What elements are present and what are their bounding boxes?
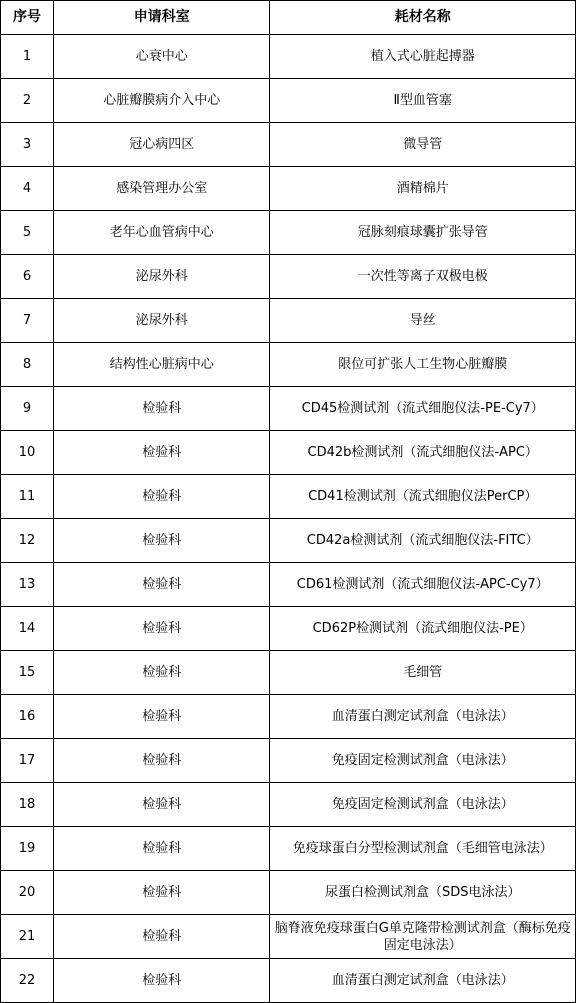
- cell-department: 结构性心脏病中心: [54, 343, 270, 387]
- cell-department: 老年心血管病中心: [54, 211, 270, 255]
- table-row: [1, 871, 576, 915]
- header-item-name: 耗材名称: [270, 1, 576, 35]
- cell-item-name: 免疫固定检测试剂盒（电泳法）: [270, 739, 576, 783]
- cell-item-name: 限位可扩张人工生物心脏瓣膜: [270, 343, 576, 387]
- table-row: [1, 343, 576, 387]
- cell-item-name: 微导管: [270, 123, 576, 167]
- cell-department: 检验科: [54, 871, 270, 915]
- table-row: [1, 79, 576, 123]
- cell-department: 冠心病四区: [54, 123, 270, 167]
- cell-department: 心脏瓣膜病介入中心: [54, 79, 270, 123]
- cell-index: 20: [1, 871, 54, 915]
- cell-index: 19: [1, 827, 54, 871]
- cell-index: 21: [1, 915, 54, 959]
- cell-index: 8: [1, 343, 54, 387]
- table-row: [1, 739, 576, 783]
- cell-item-name: 血清蛋白测定试剂盒（电泳法）: [270, 959, 576, 1003]
- cell-index: 15: [1, 651, 54, 695]
- table-row: [1, 475, 576, 519]
- cell-department: 检验科: [54, 475, 270, 519]
- cell-index: 3: [1, 123, 54, 167]
- table-row: [1, 255, 576, 299]
- cell-index: 16: [1, 695, 54, 739]
- cell-index: 22: [1, 959, 54, 1003]
- cell-index: 17: [1, 739, 54, 783]
- cell-item-name: 尿蛋白检测试剂盒（SDS电泳法）: [270, 871, 576, 915]
- table-row: [1, 959, 576, 1003]
- cell-index: 10: [1, 431, 54, 475]
- cell-item-name: 血清蛋白测定试剂盒（电泳法）: [270, 695, 576, 739]
- cell-index: 5: [1, 211, 54, 255]
- cell-item-name: 脑脊液免疫球蛋白G单克隆带检测试剂盒（酶标免疫固定电泳法）: [270, 915, 576, 959]
- cell-item-name: CD42a检测试剂（流式细胞仪法-FITC）: [270, 519, 576, 563]
- cell-department: 心衰中心: [54, 35, 270, 79]
- cell-department: 感染管理办公室: [54, 167, 270, 211]
- cell-index: 12: [1, 519, 54, 563]
- table-row: [1, 211, 576, 255]
- cell-item-name: CD45检测试剂（流式细胞仪法-PE-Cy7）: [270, 387, 576, 431]
- cell-index: 2: [1, 79, 54, 123]
- cell-index: 1: [1, 35, 54, 79]
- cell-index: 7: [1, 299, 54, 343]
- cell-index: 11: [1, 475, 54, 519]
- cell-department: 泌尿外科: [54, 299, 270, 343]
- cell-index: 4: [1, 167, 54, 211]
- cell-department: 检验科: [54, 783, 270, 827]
- cell-index: 18: [1, 783, 54, 827]
- table-row: [1, 35, 576, 79]
- table-row: [1, 827, 576, 871]
- cell-department: 检验科: [54, 607, 270, 651]
- cell-item-name: CD61检测试剂（流式细胞仪法-APC-Cy7）: [270, 563, 576, 607]
- cell-department: 检验科: [54, 387, 270, 431]
- header-index: 序号: [1, 1, 54, 35]
- table-row: [1, 783, 576, 827]
- table-row: [1, 387, 576, 431]
- table-row: [1, 607, 576, 651]
- cell-department: 检验科: [54, 915, 270, 959]
- cell-department: 检验科: [54, 827, 270, 871]
- table-row: [1, 915, 576, 959]
- table-row: [1, 651, 576, 695]
- cell-index: 6: [1, 255, 54, 299]
- table-row: [1, 123, 576, 167]
- cell-item-name: 一次性等离子双极电极: [270, 255, 576, 299]
- cell-item-name: 酒精棉片: [270, 167, 576, 211]
- cell-department: 检验科: [54, 739, 270, 783]
- table-row: [1, 519, 576, 563]
- cell-item-name: CD62P检测试剂（流式细胞仪法-PE）: [270, 607, 576, 651]
- cell-department: 检验科: [54, 695, 270, 739]
- cell-item-name: CD41检测试剂（流式细胞仪法PerCP）: [270, 475, 576, 519]
- cell-index: 9: [1, 387, 54, 431]
- cell-department: 检验科: [54, 431, 270, 475]
- cell-department: 检验科: [54, 563, 270, 607]
- cell-item-name: Ⅱ型血管塞: [270, 79, 576, 123]
- cell-item-name: 毛细管: [270, 651, 576, 695]
- table-row: [1, 431, 576, 475]
- table-header-row: [1, 1, 576, 35]
- cell-department: 检验科: [54, 959, 270, 1003]
- table-row: [1, 167, 576, 211]
- table-row: [1, 563, 576, 607]
- cell-department: 检验科: [54, 651, 270, 695]
- table-body: [1, 35, 576, 1003]
- cell-department: 检验科: [54, 519, 270, 563]
- header-department: 申请科室: [54, 1, 270, 35]
- cell-item-name: 植入式心脏起搏器: [270, 35, 576, 79]
- cell-index: 13: [1, 563, 54, 607]
- cell-item-name: 导丝: [270, 299, 576, 343]
- cell-department: 泌尿外科: [54, 255, 270, 299]
- cell-item-name: CD42b检测试剂（流式细胞仪法-APC）: [270, 431, 576, 475]
- cell-item-name: 免疫球蛋白分型检测试剂盒（毛细管电泳法）: [270, 827, 576, 871]
- table-row: [1, 299, 576, 343]
- cell-index: 14: [1, 607, 54, 651]
- cell-item-name: 冠脉刻痕球囊扩张导管: [270, 211, 576, 255]
- table-row: [1, 695, 576, 739]
- cell-item-name: 免疫固定检测试剂盒（电泳法）: [270, 783, 576, 827]
